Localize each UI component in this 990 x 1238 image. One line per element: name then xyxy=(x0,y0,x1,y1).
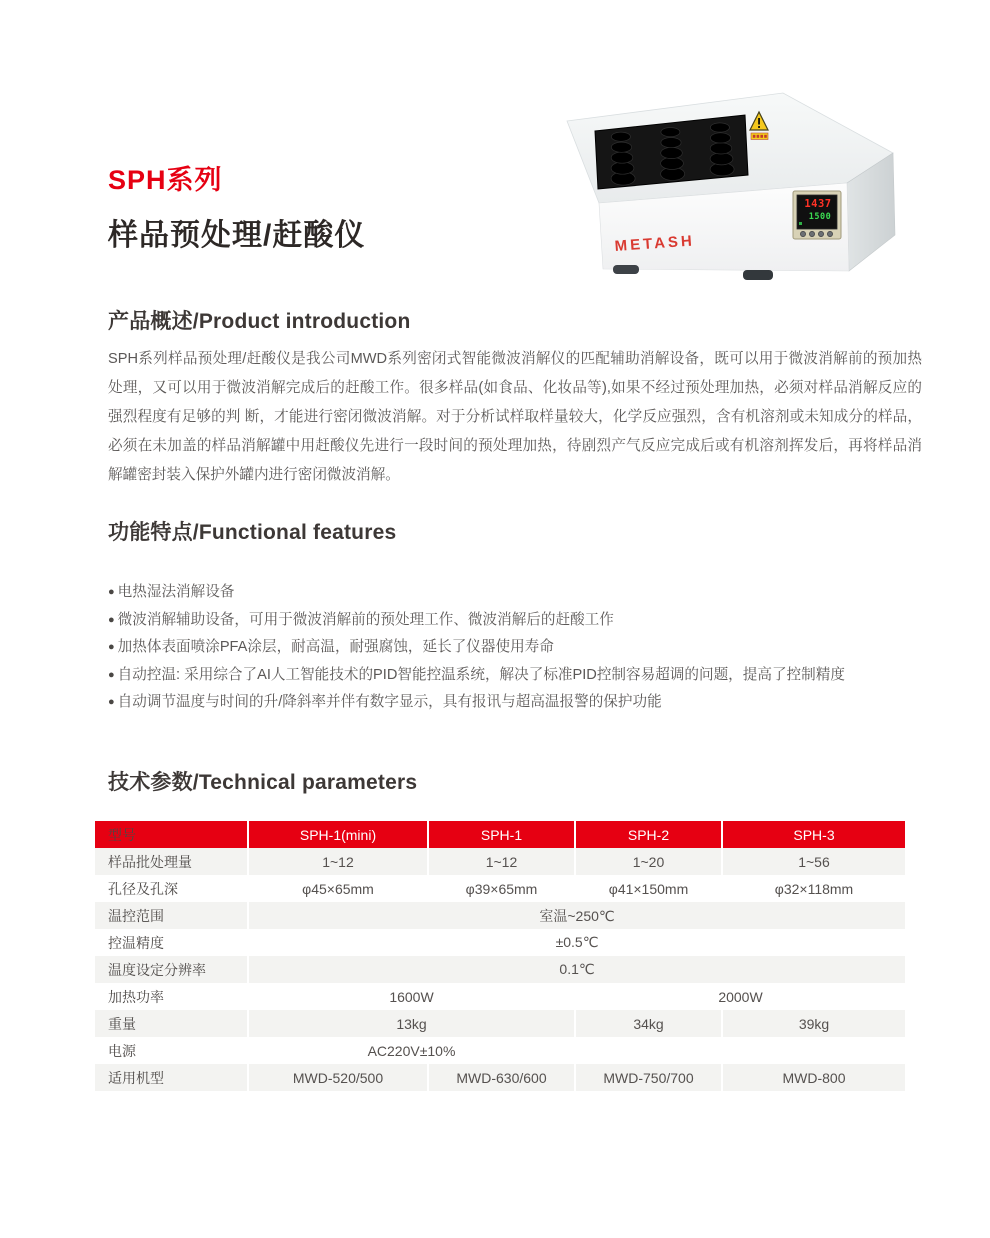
introduction-body: SPH系列样品预处理/赶酸仪是我公司MWD系列密闭式智能微波消解仪的匹配辅助消解设备，既可以用于微波消解前的预加热处理，又可以用于微波消解完成后的赶酸工作。很多样品(如食品、化妆品等),如果不经过预处理加热，必须对样品消解反应的强烈程度有足够的判 断，才能进行密闭微波消解。对于分析试样取样量较大，化学反应强烈，含有机溶剂或未知成分的样品，必须在未加盖的样品消解罐中用赶酸仪先进行一段时间的预处理加热，待剧烈产气反应完成后或有机溶剂挥发后，再将样品消解罐密封装入保护外罐内进行密闭微波消解。 xyxy=(108,351,922,483)
row-value: 1~56 xyxy=(722,848,905,875)
row-label: 加热功率 xyxy=(108,988,164,1005)
row-value: 1~20 xyxy=(575,848,722,875)
sample-hole xyxy=(611,162,634,174)
parameters-heading: 技术参数/Technical parameters xyxy=(108,771,418,794)
feature-item xyxy=(108,607,978,635)
row-value: 1600W xyxy=(248,983,575,1010)
feature-item xyxy=(108,689,978,717)
sample-hole xyxy=(710,133,730,143)
sample-hole xyxy=(710,143,732,154)
table-row xyxy=(95,1010,905,1037)
row-value: φ41×150mm xyxy=(575,875,722,902)
bullet-icon: ● xyxy=(108,668,115,681)
bullet-icon: ● xyxy=(108,696,115,708)
features-heading: 功能特点/Functional features xyxy=(108,521,397,544)
sample-hole xyxy=(661,138,681,148)
parameters-table-body xyxy=(95,848,905,1091)
sample-hole xyxy=(710,153,733,165)
features-list xyxy=(108,579,978,717)
introduction-heading: 产品概述/Product introduction xyxy=(108,310,411,333)
bullet-icon: ● xyxy=(108,586,115,598)
sample-hole xyxy=(611,132,630,141)
feature-text: 微波消解辅助设备，可用于微波消解前的预处理工作、微波消解后的赶酸工作 xyxy=(117,611,614,628)
feature-text: 加热体表面喷涂PFA涂层，耐高温，耐强腐蚀，延长了仪器使用寿命 xyxy=(117,639,554,655)
column-header: SPH-1 xyxy=(428,821,575,848)
controller-button xyxy=(800,231,805,236)
table-row xyxy=(95,1037,905,1064)
controller-button xyxy=(809,231,814,236)
controller-button xyxy=(818,231,823,236)
row-value: MWD-750/700 xyxy=(575,1064,722,1091)
row-value xyxy=(575,1037,905,1064)
controller-sv-display: 1500 xyxy=(808,212,832,222)
section-parameters xyxy=(95,766,907,1091)
table-row xyxy=(95,875,905,902)
sample-hole xyxy=(611,142,631,152)
controller-pv-display: 1437 xyxy=(804,198,832,210)
row-value: 1~12 xyxy=(248,848,428,875)
series-title: SPH系列 xyxy=(108,165,223,195)
row-value: 2000W xyxy=(575,983,905,1010)
feature-text: 电热湿法消解设备 xyxy=(117,584,235,600)
row-label: 孔径及孔深 xyxy=(108,880,178,897)
table-row xyxy=(95,902,905,929)
row-value: ±0.5℃ xyxy=(248,929,905,956)
table-row xyxy=(95,1064,905,1091)
row-label: 电源 xyxy=(108,1042,136,1059)
table-row xyxy=(95,983,905,1010)
row-label: 重量 xyxy=(95,1010,248,1037)
row-value: MWD-800 xyxy=(722,1064,905,1091)
bullet-icon: ● xyxy=(108,613,115,626)
title-block xyxy=(108,158,365,254)
row-value: 13kg xyxy=(248,1010,575,1037)
row-value: 室温~250℃ xyxy=(248,902,905,929)
sample-hole xyxy=(611,152,633,163)
table-row xyxy=(95,929,905,956)
row-value: MWD-630/600 xyxy=(428,1064,575,1091)
parameters-table-head xyxy=(95,821,905,848)
row-label: 样品批处理量 xyxy=(95,848,248,875)
brand-logo: METASH xyxy=(614,232,696,255)
column-header-model: 型号 xyxy=(95,821,248,848)
row-value: 0.1℃ xyxy=(248,956,905,983)
product-title: 样品预处理/赶酸仪 xyxy=(108,219,366,252)
sample-hole xyxy=(661,157,684,169)
sample-hole xyxy=(661,128,680,137)
controller-button xyxy=(827,231,832,236)
parameters-table xyxy=(95,821,905,1091)
column-header: SPH-1(mini) xyxy=(248,821,428,848)
row-value: φ39×65mm xyxy=(428,875,575,902)
feature-item xyxy=(108,579,978,607)
row-value: 1~12 xyxy=(428,848,575,875)
device-illustration xyxy=(555,85,945,290)
column-header: SPH-3 xyxy=(722,821,905,848)
row-value: φ45×65mm xyxy=(248,875,428,902)
product-photo xyxy=(555,85,945,290)
row-value: 34kg xyxy=(575,1010,722,1037)
row-value: MWD-520/500 xyxy=(248,1064,428,1091)
row-value: AC220V±10% xyxy=(248,1037,575,1064)
sample-hole xyxy=(661,147,683,158)
device-foot xyxy=(743,270,773,280)
section-features xyxy=(108,516,978,717)
table-header-row xyxy=(95,821,905,848)
sample-hole xyxy=(710,123,729,132)
device-foot xyxy=(613,265,639,274)
bullet-icon: ● xyxy=(108,641,115,653)
row-value: 39kg xyxy=(722,1010,905,1037)
feature-text: 自动控温: 采用综合了AI人工智能技术的PID智能控温系统，解决了标准PID控制容易超调的问题，提高了控制精度 xyxy=(117,666,845,683)
section-introduction xyxy=(108,305,922,490)
feature-item xyxy=(108,662,978,690)
row-label: 温度设定分辨率 xyxy=(95,956,248,983)
row-value: φ32×118mm xyxy=(722,875,905,902)
feature-text: 自动调节温度与时间的升/降斜率并伴有数字显示，具有报讯与超高温报警的保护功能 xyxy=(117,694,662,710)
temperature-controller xyxy=(793,191,841,239)
row-label: 温控范围 xyxy=(95,902,248,929)
table-row xyxy=(95,956,905,983)
row-label: 控温精度 xyxy=(108,934,164,951)
table-row xyxy=(95,848,905,875)
column-header: SPH-2 xyxy=(575,821,722,848)
row-label: 适用机型 xyxy=(95,1064,248,1091)
feature-item xyxy=(108,634,978,662)
